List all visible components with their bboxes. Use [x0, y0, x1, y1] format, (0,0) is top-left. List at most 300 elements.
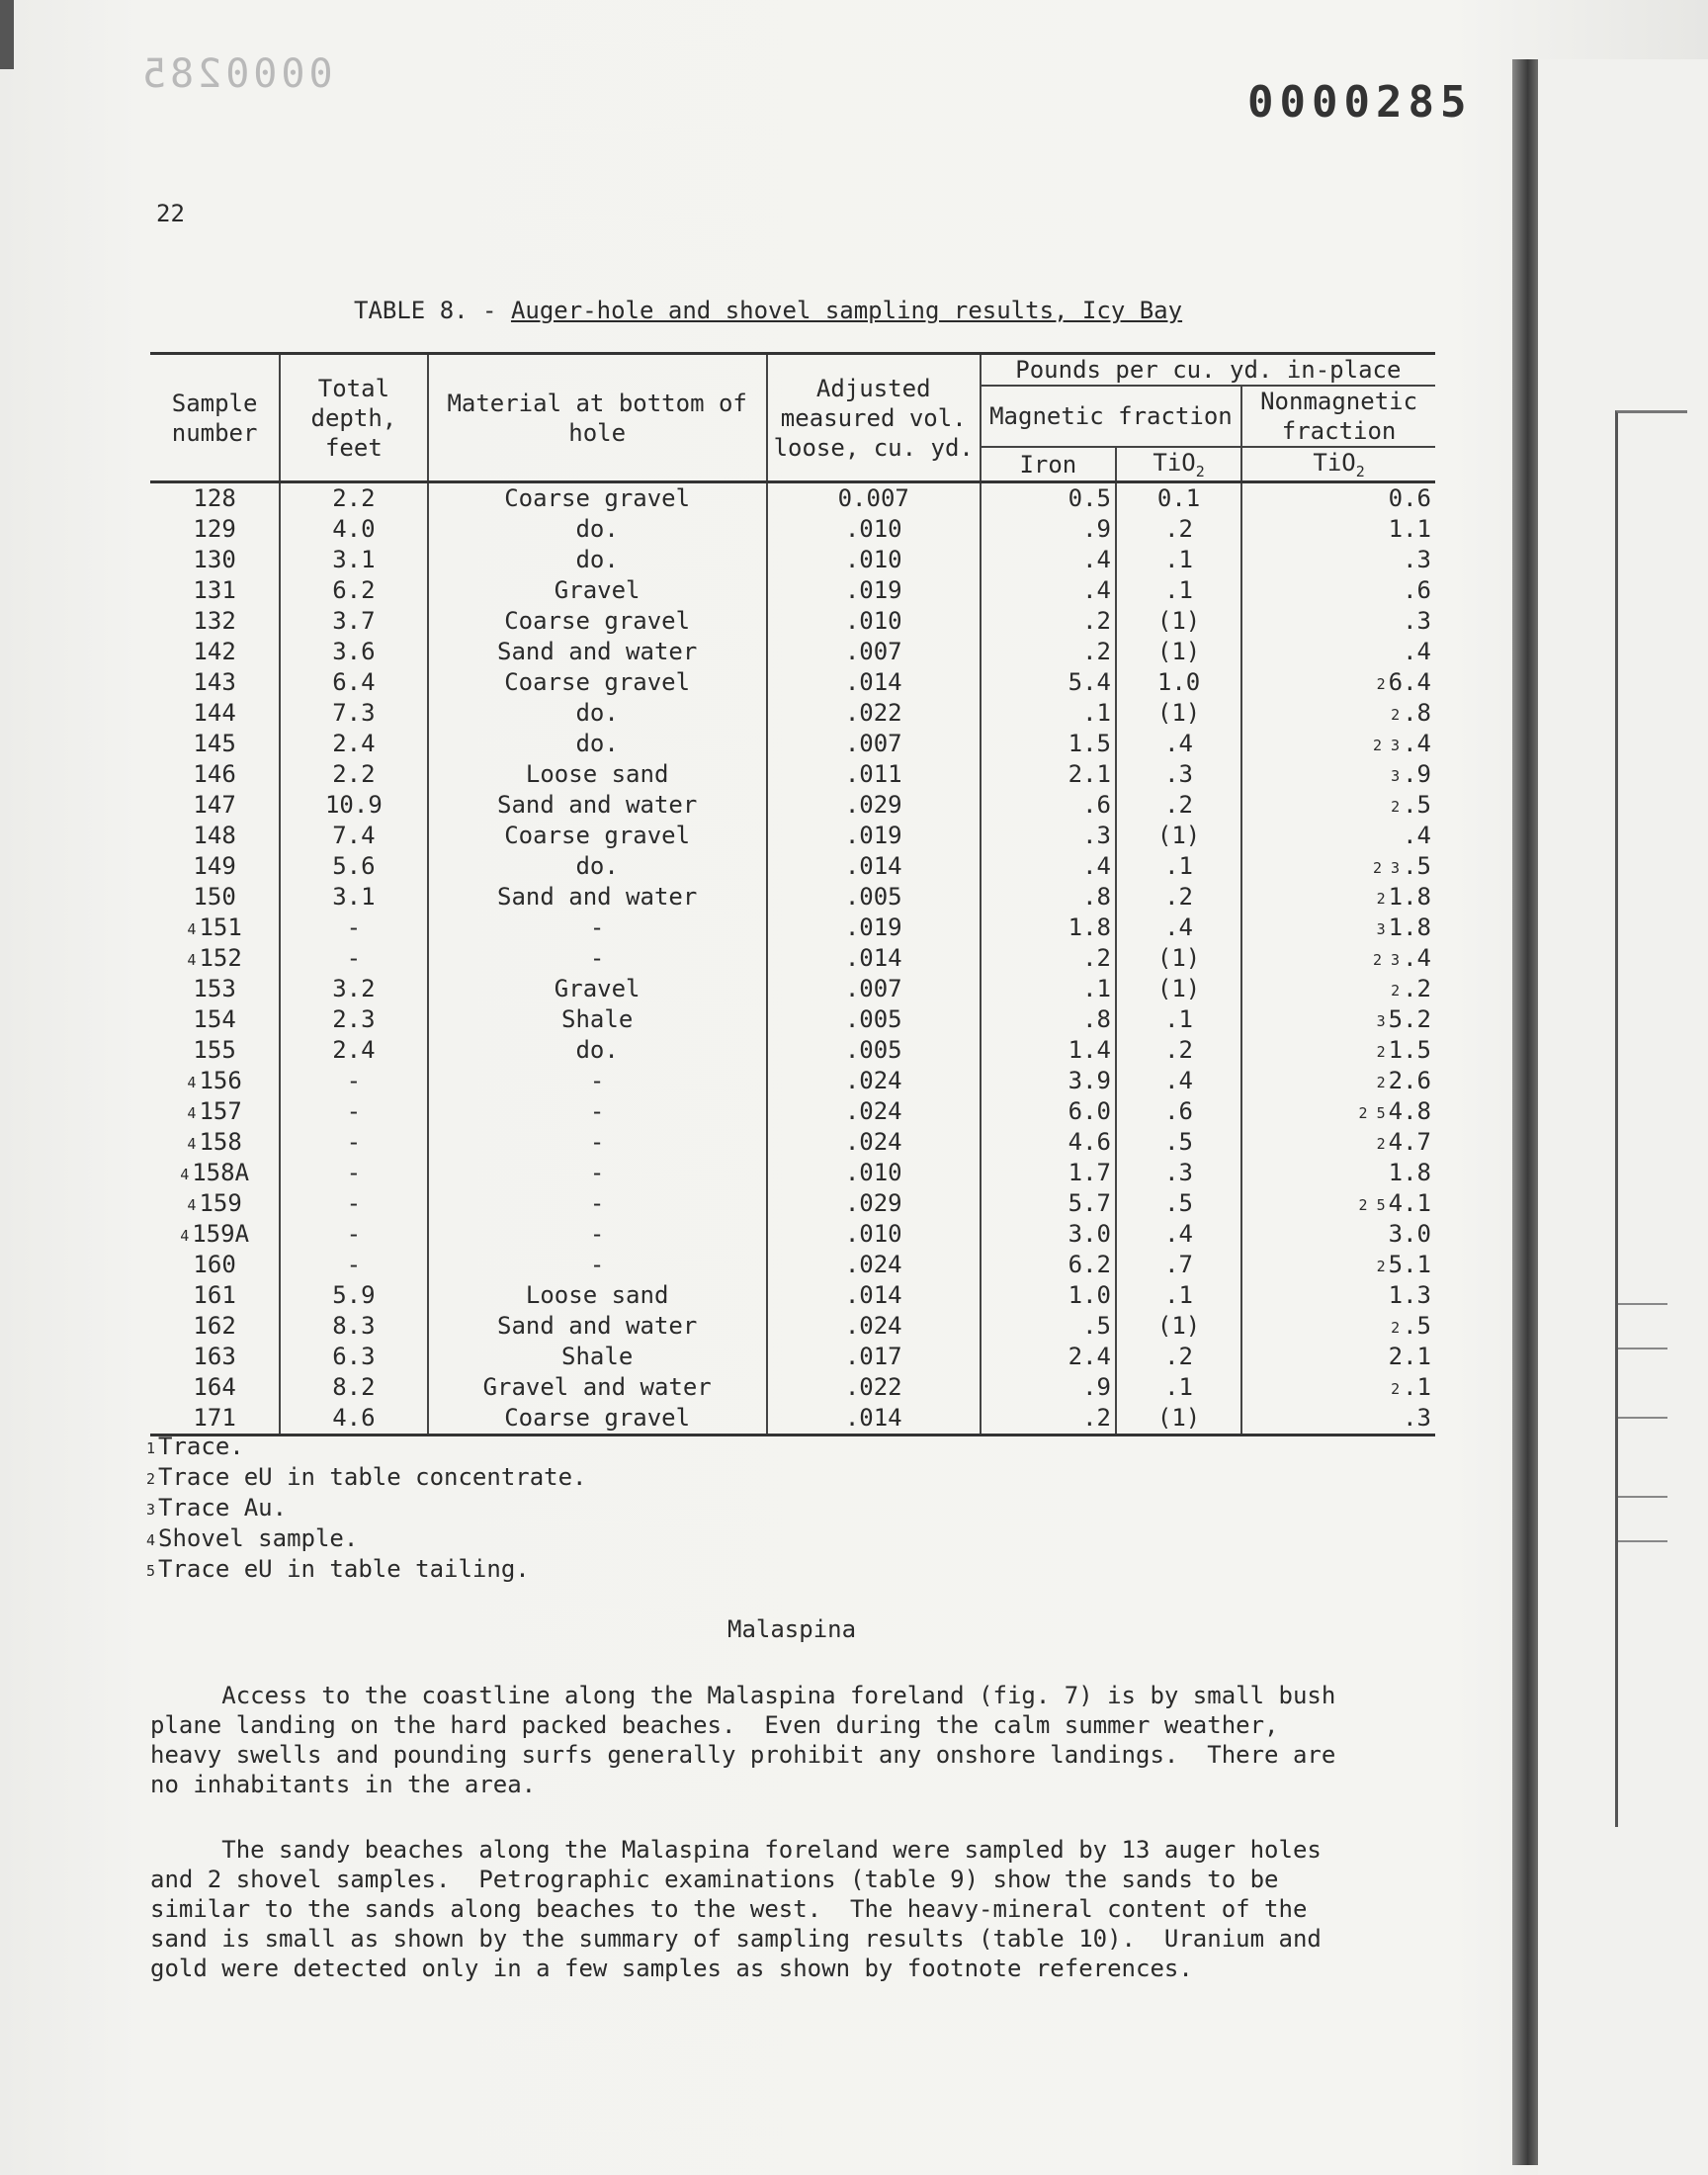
sample-number: 159 — [199, 1189, 242, 1217]
paragraph-line: similar to the sands along beaches to the west. The heavy-mineral content of the — [150, 1895, 1308, 1923]
cell-tio2-nonmagnetic — [1241, 1096, 1435, 1127]
tio2-nonmagnetic-value: 2.6 — [1388, 1067, 1431, 1094]
header-material: Material at bottom of hole — [428, 354, 767, 482]
tio2-nonmagnetic-value: 5.1 — [1388, 1251, 1431, 1278]
paragraph-line: sand is small as shown by the summary of sampling results (table 10). Uranium and — [150, 1925, 1322, 1953]
cell-tio2-magnetic: .1 — [1116, 1280, 1241, 1311]
footnote-marker: 2 3 — [1373, 859, 1401, 877]
cell-iron: .8 — [981, 1004, 1116, 1035]
cell-total-depth: 3.7 — [280, 606, 427, 637]
cell-total-depth: - — [280, 1188, 427, 1219]
sample-number: 155 — [193, 1036, 236, 1064]
cell-material: - — [428, 1188, 767, 1219]
header-volume: Adjusted measured vol. loose, cu. yd. — [767, 354, 981, 482]
cell-sample-number — [150, 1188, 280, 1219]
cell-tio2-nonmagnetic — [1241, 1280, 1435, 1311]
table-row — [150, 1219, 1435, 1250]
cell-volume: .017 — [767, 1342, 981, 1372]
cell-volume: .007 — [767, 729, 981, 759]
table-row — [150, 729, 1435, 759]
cell-iron: .2 — [981, 637, 1116, 667]
cell-iron: .4 — [981, 545, 1116, 575]
footnote-marker: 4 — [146, 1531, 156, 1549]
sample-number: 157 — [199, 1097, 242, 1125]
table-row — [150, 882, 1435, 913]
cell-iron: 1.5 — [981, 729, 1116, 759]
cell-tio2-nonmagnetic — [1241, 1035, 1435, 1066]
cell-tio2-magnetic: .1 — [1116, 851, 1241, 882]
cell-material: Gravel — [428, 575, 767, 606]
sample-number: 128 — [193, 484, 236, 512]
sample-number: 159A — [192, 1220, 250, 1248]
cell-total-depth: - — [280, 1219, 427, 1250]
tio2-nonmagnetic-value: 1.8 — [1388, 1159, 1431, 1186]
cell-tio2-nonmagnetic — [1241, 1250, 1435, 1280]
cell-volume: .010 — [767, 545, 981, 575]
footnote-marker: 2 — [1391, 1380, 1401, 1398]
cell-iron: 6.0 — [981, 1096, 1116, 1127]
sample-number: 153 — [193, 975, 236, 1002]
cell-total-depth: 4.6 — [280, 1403, 427, 1436]
cell-iron: 1.8 — [981, 913, 1116, 943]
section-heading: Malaspina — [727, 1615, 857, 1643]
paragraph-line: no inhabitants in the area. — [150, 1771, 537, 1798]
cell-tio2-nonmagnetic — [1241, 514, 1435, 545]
cell-tio2-magnetic: 0.1 — [1116, 482, 1241, 515]
cell-tio2-magnetic: .4 — [1116, 729, 1241, 759]
table-row — [150, 637, 1435, 667]
cell-sample-number — [150, 1250, 280, 1280]
cell-tio2-nonmagnetic — [1241, 606, 1435, 637]
table-row — [150, 790, 1435, 821]
cell-sample-number — [150, 606, 280, 637]
cell-tio2-nonmagnetic — [1241, 882, 1435, 913]
tio2-nonmagnetic-value: .9 — [1403, 760, 1431, 788]
table-row — [150, 698, 1435, 729]
cell-volume: .024 — [767, 1066, 981, 1096]
sample-number: 144 — [193, 699, 236, 727]
cell-iron: .1 — [981, 974, 1116, 1004]
sample-number: 146 — [193, 760, 236, 788]
cell-tio2-magnetic: .2 — [1116, 1342, 1241, 1372]
cell-iron: 3.9 — [981, 1066, 1116, 1096]
cell-material: Loose sand — [428, 759, 767, 790]
footnote-marker: 4 — [180, 1227, 190, 1245]
cell-iron: 6.2 — [981, 1250, 1116, 1280]
cell-volume: .014 — [767, 667, 981, 698]
document-stamp-number: 0000285 — [1247, 77, 1473, 128]
cell-material: Coarse gravel — [428, 606, 767, 637]
cell-tio2-magnetic: (1) — [1116, 974, 1241, 1004]
tio2-nonmagnetic-value: .5 — [1403, 852, 1431, 880]
cell-material: Gravel and water — [428, 1372, 767, 1403]
cell-tio2-magnetic: .1 — [1116, 1372, 1241, 1403]
cell-sample-number — [150, 514, 280, 545]
table-row — [150, 606, 1435, 637]
header-magnetic-fraction: Magnetic fraction — [981, 386, 1241, 447]
footnote-marker: 5 — [146, 1562, 156, 1580]
tio2-nonmagnetic-value: .4 — [1403, 822, 1431, 849]
cell-tio2-magnetic: (1) — [1116, 637, 1241, 667]
cell-material: Shale — [428, 1004, 767, 1035]
cell-material: do. — [428, 545, 767, 575]
cell-total-depth: 8.3 — [280, 1311, 427, 1342]
footnote-marker: 2 5 — [1358, 1104, 1386, 1122]
paragraph-line: heavy swells and pounding surfs generally prohibit any onshore landings. There are — [150, 1741, 1336, 1769]
table-row — [150, 1035, 1435, 1066]
cell-sample-number — [150, 482, 280, 515]
footnote-marker: 2 — [1391, 706, 1401, 724]
cell-volume: .024 — [767, 1250, 981, 1280]
cell-volume: .014 — [767, 1403, 981, 1436]
footnote-marker: 2 3 — [1373, 951, 1401, 969]
tio2-subscript: 2 — [1355, 463, 1365, 480]
cell-iron: 4.6 — [981, 1127, 1116, 1158]
footnote-text: Trace Au. — [158, 1494, 288, 1522]
cell-tio2-nonmagnetic — [1241, 1342, 1435, 1372]
tio2-subscript: 2 — [1195, 463, 1205, 480]
tio2-nonmagnetic-value: .5 — [1403, 1312, 1431, 1340]
tio2-nonmagnetic-value: 2.1 — [1388, 1343, 1431, 1370]
cell-volume: .019 — [767, 575, 981, 606]
cell-volume: .007 — [767, 974, 981, 1004]
cell-volume: .024 — [767, 1127, 981, 1158]
cell-material: - — [428, 1066, 767, 1096]
sample-number: 152 — [199, 944, 242, 972]
scan-edge-right — [1512, 59, 1538, 2165]
footnote-marker: 4 — [187, 1135, 197, 1153]
cell-material: - — [428, 913, 767, 943]
paragraph-line: The sandy beaches along the Malaspina foreland were sampled by 13 auger holes — [150, 1836, 1322, 1864]
table-row — [150, 821, 1435, 851]
cell-tio2-magnetic: (1) — [1116, 821, 1241, 851]
tio2-nonmagnetic-value: 1.5 — [1388, 1036, 1431, 1064]
cell-iron: 1.0 — [981, 1280, 1116, 1311]
cell-sample-number — [150, 637, 280, 667]
cell-iron: .9 — [981, 514, 1116, 545]
tio2-nonmagnetic-value: 0.6 — [1388, 484, 1431, 512]
cell-tio2-magnetic: .2 — [1116, 790, 1241, 821]
cell-material: Coarse gravel — [428, 667, 767, 698]
sample-number: 147 — [193, 791, 236, 819]
cell-volume: .029 — [767, 790, 981, 821]
table-row — [150, 943, 1435, 974]
cell-total-depth: - — [280, 1158, 427, 1188]
footnote-text: Trace eU in table concentrate. — [158, 1463, 587, 1491]
table-row — [150, 575, 1435, 606]
tio2-nonmagnetic-value: 1.8 — [1388, 883, 1431, 911]
table-row — [150, 1127, 1435, 1158]
footnote — [146, 1493, 587, 1523]
cell-sample-number — [150, 790, 280, 821]
footnote-marker: 2 — [1376, 1074, 1386, 1091]
cell-total-depth: 5.6 — [280, 851, 427, 882]
footnote-marker: 2 — [146, 1470, 156, 1488]
underlying-page-frame — [1615, 410, 1687, 1827]
sample-number: 156 — [199, 1067, 242, 1094]
cell-total-depth: - — [280, 1250, 427, 1280]
sample-number: 158 — [199, 1128, 242, 1156]
frame-tick — [1618, 1540, 1667, 1542]
cell-tio2-magnetic: .1 — [1116, 1004, 1241, 1035]
table-row — [150, 1311, 1435, 1342]
cell-tio2-nonmagnetic — [1241, 698, 1435, 729]
cell-sample-number — [150, 667, 280, 698]
header-nonmagnetic-fraction: Nonmagnetic fraction — [1241, 386, 1435, 447]
cell-material: Shale — [428, 1342, 767, 1372]
cell-total-depth: 2.2 — [280, 759, 427, 790]
footnote — [146, 1462, 587, 1493]
cell-tio2-magnetic: 1.0 — [1116, 667, 1241, 698]
frame-tick — [1618, 1348, 1667, 1349]
footnote-marker: 3 — [146, 1501, 156, 1519]
cell-iron: .5 — [981, 1311, 1116, 1342]
cell-total-depth: 3.2 — [280, 974, 427, 1004]
tio2-nonmagnetic-value: .3 — [1403, 607, 1431, 635]
cell-total-depth: 7.4 — [280, 821, 427, 851]
cell-sample-number — [150, 1096, 280, 1127]
tio2-nonmagnetic-value: .5 — [1403, 791, 1431, 819]
cell-sample-number — [150, 1035, 280, 1066]
cell-tio2-magnetic: .1 — [1116, 545, 1241, 575]
tio2-nonmagnetic-value: .6 — [1403, 576, 1431, 604]
sample-number: 132 — [193, 607, 236, 635]
cell-total-depth: 5.9 — [280, 1280, 427, 1311]
cell-sample-number — [150, 943, 280, 974]
cell-tio2-nonmagnetic — [1241, 667, 1435, 698]
footnote-marker: 2 — [1376, 675, 1386, 693]
cell-volume: .019 — [767, 913, 981, 943]
cell-sample-number — [150, 1219, 280, 1250]
table-row — [150, 1403, 1435, 1436]
footnote-marker: 3 — [1376, 920, 1386, 938]
cell-volume: .010 — [767, 606, 981, 637]
cell-tio2-nonmagnetic — [1241, 1219, 1435, 1250]
cell-total-depth: - — [280, 1096, 427, 1127]
cell-sample-number — [150, 698, 280, 729]
cell-material: Loose sand — [428, 1280, 767, 1311]
cell-tio2-nonmagnetic — [1241, 545, 1435, 575]
sampling-results-table — [150, 352, 1435, 1436]
footnote — [146, 1523, 587, 1554]
cell-iron: 2.4 — [981, 1342, 1116, 1372]
cell-material: do. — [428, 1035, 767, 1066]
tio2-nonmagnetic-value: 6.4 — [1388, 668, 1431, 696]
cell-volume: .024 — [767, 1096, 981, 1127]
cell-total-depth: 2.3 — [280, 1004, 427, 1035]
cell-iron: .8 — [981, 882, 1116, 913]
table-row — [150, 1096, 1435, 1127]
cell-sample-number — [150, 1127, 280, 1158]
cell-sample-number — [150, 1158, 280, 1188]
cell-material: do. — [428, 851, 767, 882]
cell-total-depth: - — [280, 1127, 427, 1158]
cell-tio2-nonmagnetic — [1241, 575, 1435, 606]
tio2-nonmagnetic-value: 1.8 — [1388, 914, 1431, 941]
table-row — [150, 759, 1435, 790]
cell-iron: 2.1 — [981, 759, 1116, 790]
scan-edge-left — [0, 0, 14, 69]
sample-number: 171 — [193, 1404, 236, 1432]
cell-volume: .014 — [767, 851, 981, 882]
cell-tio2-magnetic: (1) — [1116, 1403, 1241, 1436]
cell-volume: 0.007 — [767, 482, 981, 515]
cell-iron: .4 — [981, 851, 1116, 882]
cell-material: Sand and water — [428, 790, 767, 821]
cell-material: Coarse gravel — [428, 1403, 767, 1436]
cell-volume: .005 — [767, 1035, 981, 1066]
cell-tio2-magnetic: .5 — [1116, 1127, 1241, 1158]
cell-tio2-magnetic: .4 — [1116, 913, 1241, 943]
cell-volume: .005 — [767, 1004, 981, 1035]
sample-number: 158A — [192, 1159, 250, 1186]
table-row — [150, 1250, 1435, 1280]
cell-sample-number — [150, 1342, 280, 1372]
cell-volume: .010 — [767, 1158, 981, 1188]
footnote-marker: 4 — [187, 920, 197, 938]
cell-tio2-magnetic: .3 — [1116, 759, 1241, 790]
cell-volume: .010 — [767, 514, 981, 545]
cell-total-depth: - — [280, 943, 427, 974]
footnote-marker: 4 — [187, 951, 197, 969]
cell-material: - — [428, 1127, 767, 1158]
cell-tio2-magnetic: .7 — [1116, 1250, 1241, 1280]
cell-tio2-nonmagnetic — [1241, 851, 1435, 882]
footnote-text: Shovel sample. — [158, 1524, 359, 1552]
cell-volume: .014 — [767, 943, 981, 974]
tio2-nonmagnetic-value: 3.0 — [1388, 1220, 1431, 1248]
footnote-text: Trace. — [158, 1433, 244, 1460]
cell-sample-number — [150, 974, 280, 1004]
table-row — [150, 1372, 1435, 1403]
cell-volume: .005 — [767, 882, 981, 913]
cell-total-depth: 6.4 — [280, 667, 427, 698]
footnote-marker: 2 — [1376, 890, 1386, 908]
table-row — [150, 1188, 1435, 1219]
footnote-marker: 2 3 — [1373, 737, 1401, 754]
cell-iron: .4 — [981, 575, 1116, 606]
table-footnotes — [146, 1432, 587, 1585]
cell-material: do. — [428, 698, 767, 729]
cell-tio2-nonmagnetic — [1241, 1127, 1435, 1158]
cell-total-depth: - — [280, 1066, 427, 1096]
cell-tio2-magnetic: (1) — [1116, 1311, 1241, 1342]
cell-tio2-nonmagnetic — [1241, 821, 1435, 851]
sample-number: 160 — [193, 1251, 236, 1278]
cell-total-depth: 8.2 — [280, 1372, 427, 1403]
paragraph-line: plane landing on the hard packed beaches. Even during the calm summer weather, — [150, 1711, 1279, 1739]
sample-number: 131 — [193, 576, 236, 604]
table-title-prefix: TABLE 8. - — [354, 297, 511, 324]
header-tio2-magnetic — [1116, 447, 1241, 482]
cell-tio2-magnetic: .2 — [1116, 1035, 1241, 1066]
cell-tio2-magnetic: .2 — [1116, 882, 1241, 913]
cell-iron: .9 — [981, 1372, 1116, 1403]
cell-total-depth: 2.4 — [280, 729, 427, 759]
table-row — [150, 913, 1435, 943]
cell-iron: .1 — [981, 698, 1116, 729]
tio2-nonmagnetic-value: .1 — [1403, 1373, 1431, 1401]
cell-sample-number — [150, 1280, 280, 1311]
cell-tio2-magnetic: .2 — [1116, 514, 1241, 545]
footnote-marker: 3 — [1376, 1012, 1386, 1030]
cell-total-depth: 6.2 — [280, 575, 427, 606]
cell-sample-number — [150, 1066, 280, 1096]
cell-tio2-nonmagnetic — [1241, 1066, 1435, 1096]
tio2-label: TiO — [1153, 449, 1196, 477]
cell-total-depth: 3.1 — [280, 545, 427, 575]
cell-material: do. — [428, 514, 767, 545]
cell-tio2-magnetic: .4 — [1116, 1219, 1241, 1250]
cell-total-depth: 3.1 — [280, 882, 427, 913]
table-row — [150, 851, 1435, 882]
cell-tio2-magnetic: .1 — [1116, 575, 1241, 606]
cell-sample-number — [150, 1372, 280, 1403]
footnote-marker: 2 5 — [1358, 1196, 1386, 1214]
cell-total-depth: 4.0 — [280, 514, 427, 545]
sample-number: 142 — [193, 638, 236, 665]
paragraph-sampling — [150, 1835, 1435, 1983]
sample-number: 162 — [193, 1312, 236, 1340]
table-row — [150, 1342, 1435, 1372]
cell-sample-number — [150, 1311, 280, 1342]
table-row — [150, 482, 1435, 515]
tio2-nonmagnetic-value: .3 — [1403, 1404, 1431, 1432]
table-title-text: Auger-hole and shovel sampling results, Icy Bay — [510, 297, 1183, 324]
sample-number: 143 — [193, 668, 236, 696]
cell-volume: .022 — [767, 1372, 981, 1403]
cell-iron: 1.4 — [981, 1035, 1116, 1066]
table-row — [150, 545, 1435, 575]
footnote-marker: 2 — [1376, 1258, 1386, 1275]
footnote-marker: 2 — [1391, 798, 1401, 816]
cell-iron: .2 — [981, 1403, 1116, 1436]
cell-tio2-nonmagnetic — [1241, 729, 1435, 759]
cell-volume: .029 — [767, 1188, 981, 1219]
cell-tio2-magnetic: .6 — [1116, 1096, 1241, 1127]
cell-sample-number — [150, 1004, 280, 1035]
table-row — [150, 1280, 1435, 1311]
cell-tio2-magnetic: (1) — [1116, 698, 1241, 729]
sample-number: 129 — [193, 515, 236, 543]
tio2-nonmagnetic-value: .8 — [1403, 699, 1431, 727]
paragraph-line: Access to the coastline along the Malaspina foreland (fig. 7) is by small bush — [150, 1682, 1336, 1709]
tio2-nonmagnetic-value: 5.2 — [1388, 1005, 1431, 1033]
tio2-nonmagnetic-value: .4 — [1403, 944, 1431, 972]
table-body — [150, 482, 1435, 1436]
cell-tio2-nonmagnetic — [1241, 943, 1435, 974]
cell-total-depth: 7.3 — [280, 698, 427, 729]
cell-iron: .3 — [981, 821, 1116, 851]
tio2-nonmagnetic-value: 4.1 — [1388, 1189, 1431, 1217]
table-row — [150, 974, 1435, 1004]
paragraph-line: and 2 shovel samples. Petrographic examinations (table 9) show the sands to be — [150, 1866, 1279, 1893]
cell-material: Sand and water — [428, 637, 767, 667]
tio2-nonmagnetic-value: 4.8 — [1388, 1097, 1431, 1125]
sample-number: 148 — [193, 822, 236, 849]
footnote-marker: 3 — [1391, 767, 1401, 785]
cell-tio2-nonmagnetic — [1241, 637, 1435, 667]
header-sample-number: Sample number — [171, 389, 258, 447]
cell-tio2-nonmagnetic — [1241, 1004, 1435, 1035]
cell-volume: .014 — [767, 1280, 981, 1311]
cell-tio2-nonmagnetic — [1241, 1158, 1435, 1188]
table-row — [150, 514, 1435, 545]
table-title — [354, 297, 1182, 324]
frame-tick — [1618, 1496, 1667, 1498]
tio2-nonmagnetic-value: .4 — [1403, 638, 1431, 665]
cell-iron: 5.7 — [981, 1188, 1116, 1219]
